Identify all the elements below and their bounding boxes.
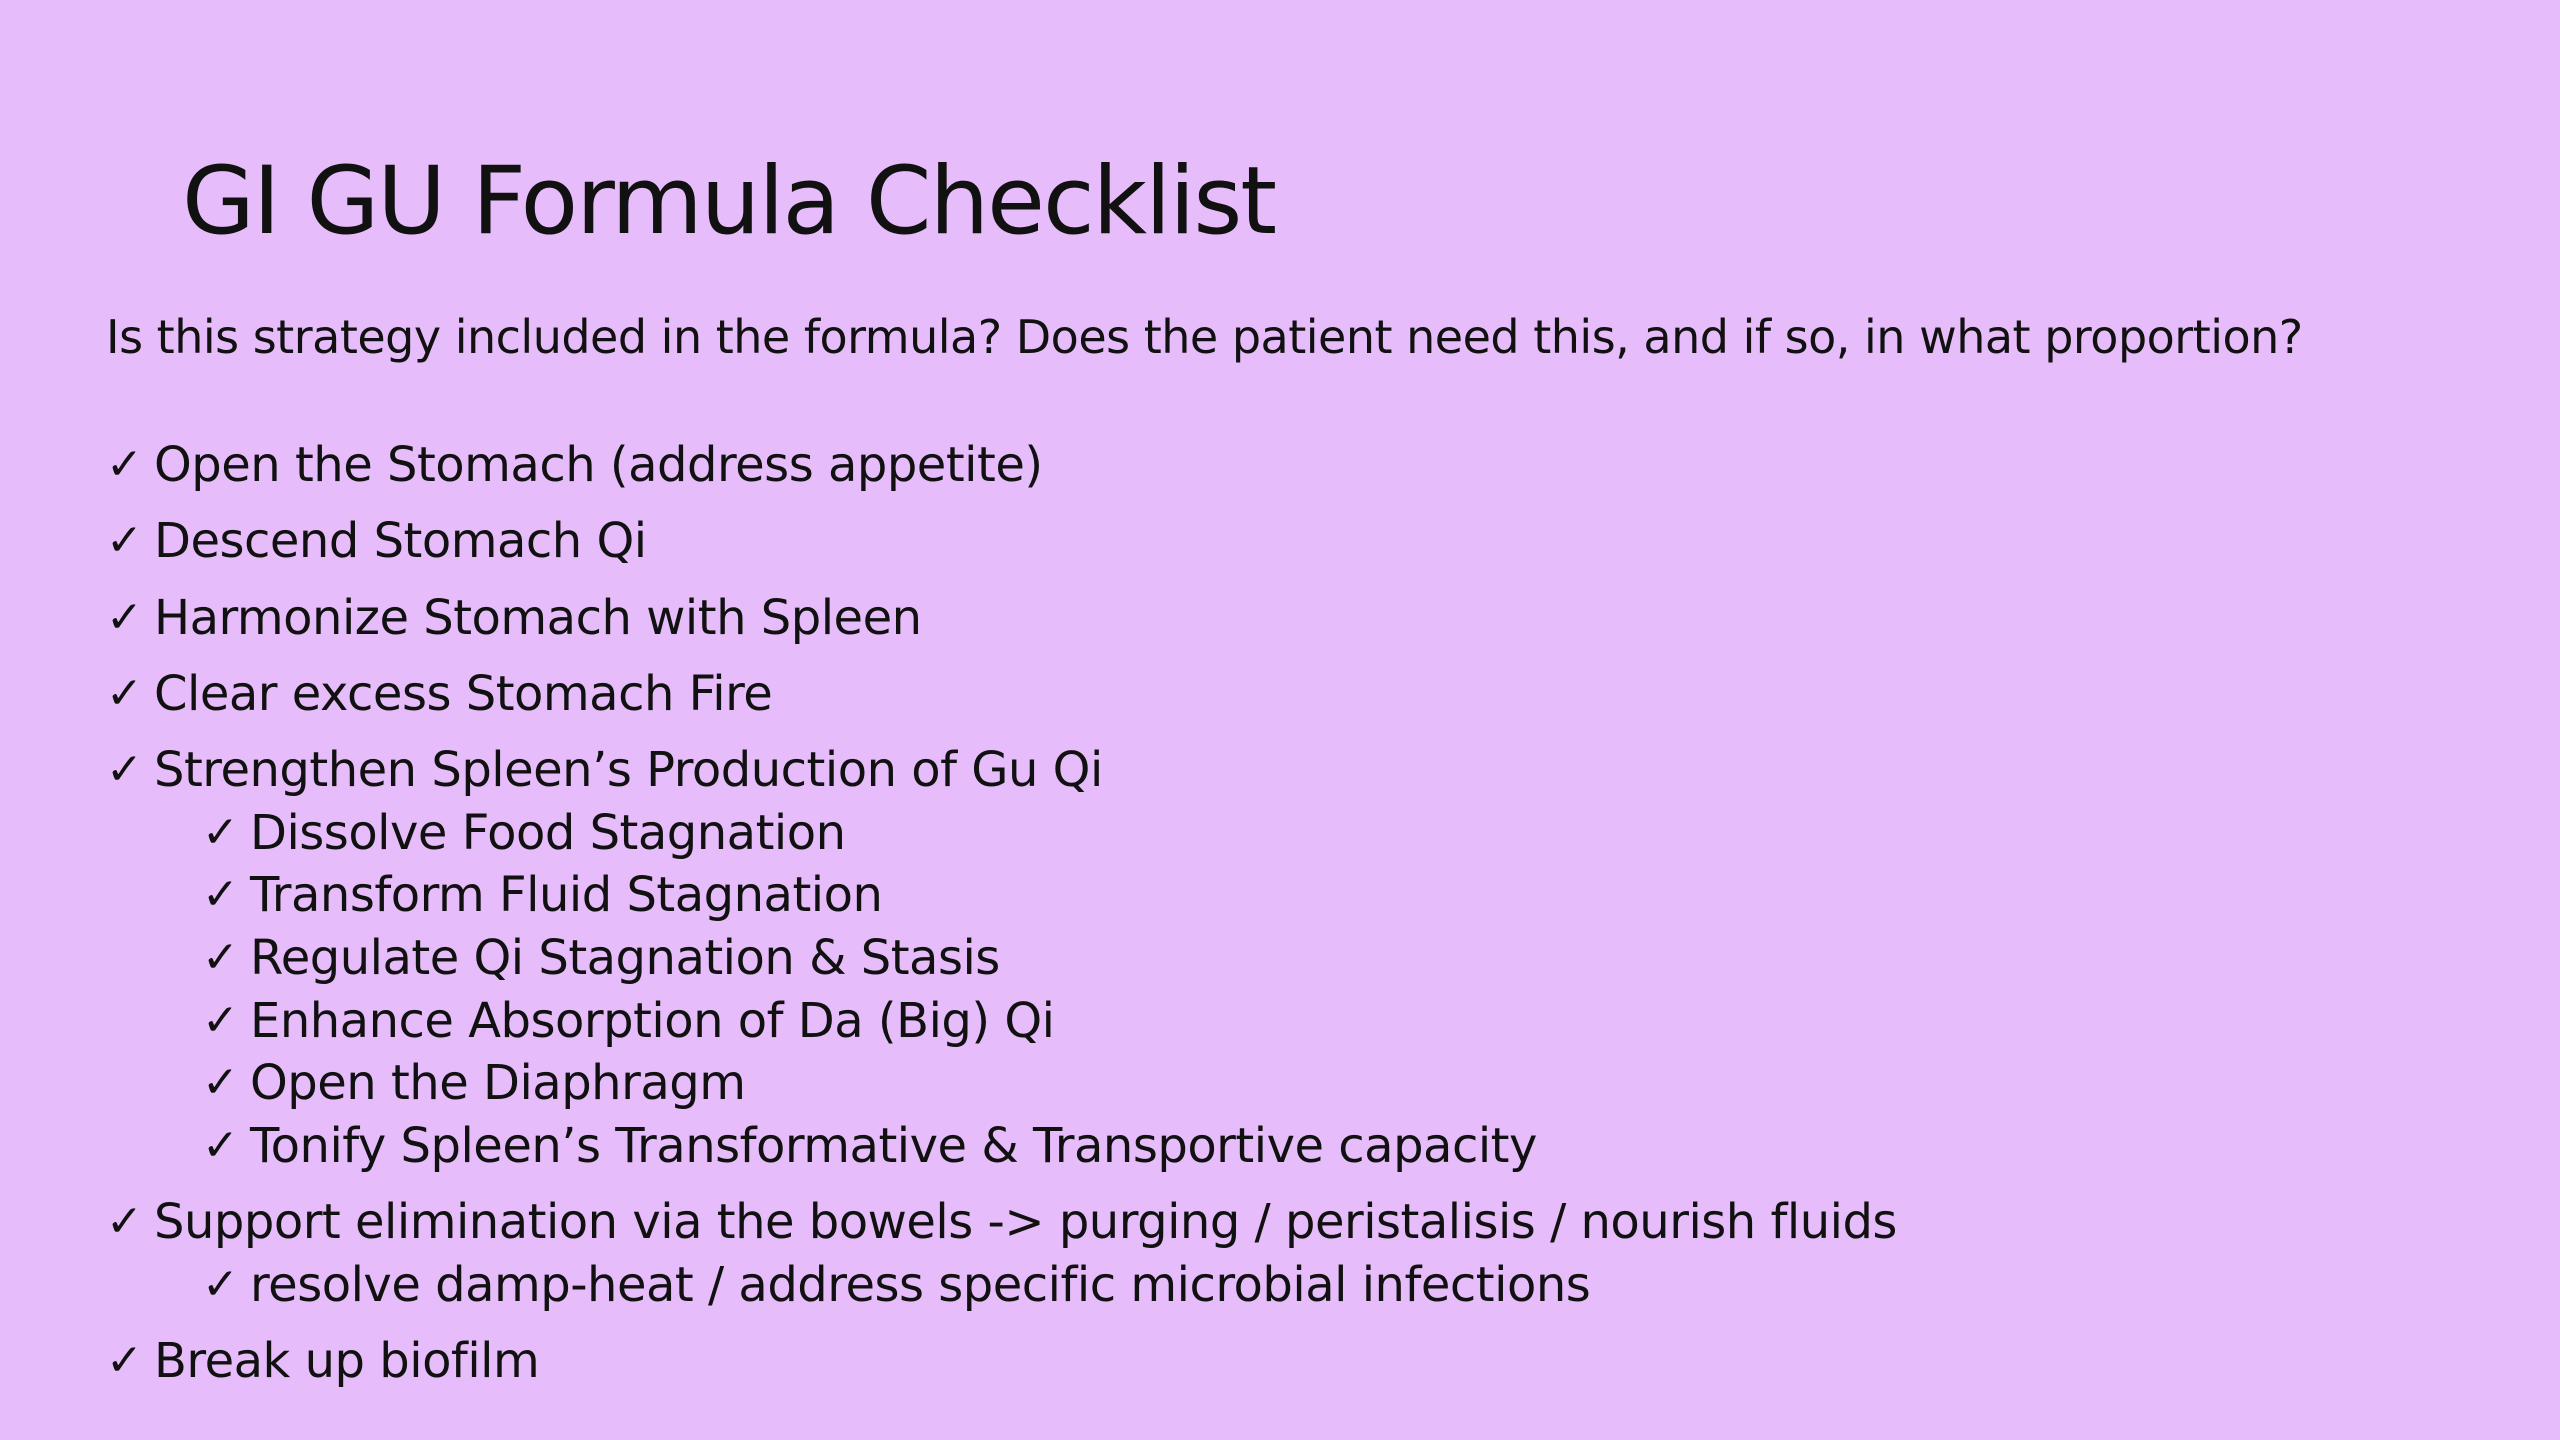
checklist-item (106, 435, 1043, 495)
checklist-item (106, 1192, 1897, 1252)
checkmark-icon: ✓ (202, 807, 239, 858)
checklist-subitem (202, 1255, 1590, 1315)
checklist-item (106, 664, 772, 724)
checkmark-icon: ✓ (202, 1057, 239, 1108)
checklist-item-label: Open the Stomach (address appetite) (154, 437, 1043, 493)
checklist-subitem (202, 865, 882, 925)
checkmark-icon: ✓ (202, 1120, 239, 1171)
checkmark-icon: ✓ (106, 668, 143, 719)
checklist-item (106, 1331, 539, 1391)
checkmark-icon: ✓ (106, 1335, 143, 1386)
checklist-item-label: Break up biofilm (154, 1333, 540, 1389)
checklist-subitem (202, 991, 1055, 1051)
checklist-item-label: Clear excess Stomach Fire (154, 666, 773, 722)
checklist-item (106, 588, 922, 648)
intro-question: Is this strategy included in the formula? Does the patient need this, and if so, in what proportion? (106, 310, 2303, 364)
checklist-item-label: Support elimination via the bowels -> purging / peristalisis / nourish fluids (154, 1194, 1897, 1250)
checklist-item-label: Tonify Spleen’s Transformative & Transportive capacity (250, 1118, 1537, 1174)
checkmark-icon: ✓ (202, 869, 239, 920)
checkmark-icon: ✓ (202, 932, 239, 983)
checklist-item-label: Regulate Qi Stagnation & Stasis (250, 930, 1000, 986)
checklist-item-label: Transform Fluid Stagnation (250, 867, 883, 923)
checklist-subitem (202, 1053, 745, 1113)
slide-title: GI GU Formula Checklist (182, 147, 1276, 256)
checklist-subitem (202, 1116, 1537, 1176)
checklist-subitem (202, 928, 1000, 988)
checklist-item-label: Enhance Absorption of Da (Big) Qi (250, 993, 1055, 1049)
checkmark-icon: ✓ (202, 1259, 239, 1310)
checklist-item-label: Descend Stomach Qi (154, 513, 647, 569)
checkmark-icon: ✓ (106, 515, 143, 566)
checklist-item-label: Open the Diaphragm (250, 1055, 746, 1111)
checkmark-icon: ✓ (202, 995, 239, 1046)
checklist-item-label: Harmonize Stomach with Spleen (154, 590, 922, 646)
checkmark-icon: ✓ (106, 744, 143, 795)
checklist-item (106, 511, 647, 571)
checkmark-icon: ✓ (106, 1196, 143, 1247)
checkmark-icon: ✓ (106, 439, 143, 490)
checklist-item (106, 740, 1103, 800)
checklist-item-label: Dissolve Food Stagnation (250, 805, 846, 861)
checklist-subitem (202, 803, 846, 863)
checkmark-icon: ✓ (106, 592, 143, 643)
checklist-item-label: Strengthen Spleen’s Production of Gu Qi (154, 742, 1103, 798)
checklist-item-label: resolve damp-heat / address specific microbial infections (250, 1257, 1591, 1313)
